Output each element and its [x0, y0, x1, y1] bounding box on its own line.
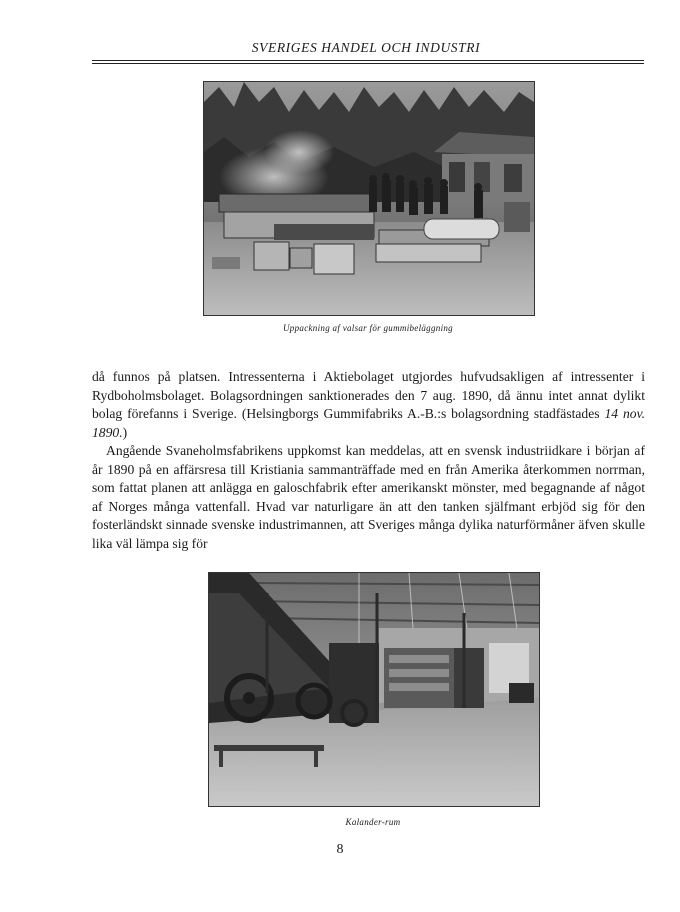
page-number: 8 — [336, 842, 344, 857]
paragraph-2: Angående Svaneholmsfabrikens uppkomst kan meddelas, att en svensk industriidkare i början af år 1890 på en affärsresa till Kristiania sammanträffade med en från Amerika återkommen norrman, som fattat planen att anlägga en galoschfabrik efter amerikanskt mönster, med begagnande af något af Norges många vattenfall. Hvad var naturligare än att den tanken själfmant erbjöd sig för den fosterländskt sinnade svenske industrimannen, att Sveriges många dylika naturförmåner äfven skulle lika väl lämpa sig för — [92, 443, 645, 551]
paragraph-1-text: då funnos på platsen. Intressenterna i Aktiebolaget utgjordes hufvudsakligen af intressenter i Rydboholmsbolaget. Bolagsordningen sanktionerades den 7 aug. 1890, då ännu intet annat dylikt bolag förefanns i Sverige. (Helsingborgs Gummifabriks A.-B.:s bolagsordning stadfästades — [92, 369, 645, 421]
paragraph-1-close: ) — [122, 424, 128, 440]
header-rule-top — [92, 60, 644, 61]
header-rule-bottom — [92, 63, 644, 64]
figure-caption-2: Kalander-rum — [345, 817, 401, 827]
running-header: SVERIGES HANDEL OCH INDUSTRI — [251, 40, 481, 55]
body-text — [92, 368, 645, 553]
paragraph-1 — [92, 368, 645, 442]
paragraph-1-date: 14 nov. 1890. — [92, 406, 645, 440]
photo-calender-room — [208, 572, 540, 807]
photo-unpacking-rollers — [203, 81, 535, 316]
figure-caption-1: Uppackning af valsar för gummibeläggning — [283, 323, 453, 333]
